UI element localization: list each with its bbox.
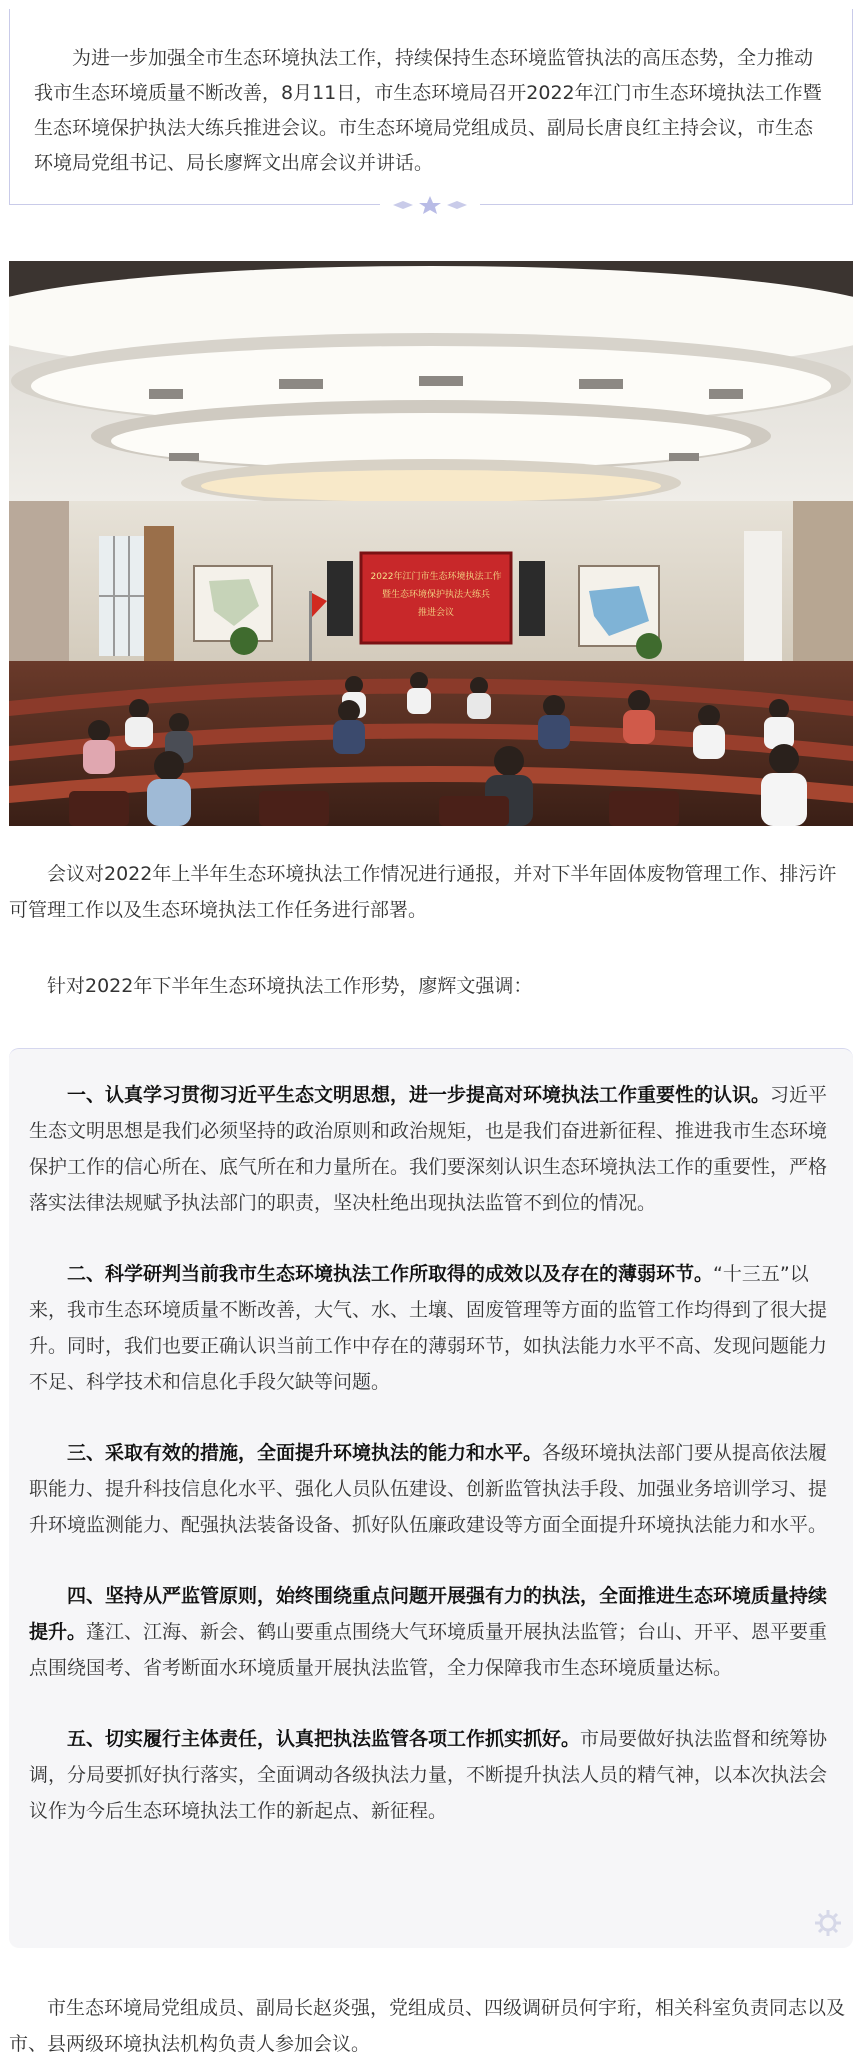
point-3-body: 各级环境执法部门要从提高依法履职能力、提升科技信息化水平、强化人员队伍建设、创新监管执法手段、加强业务培训学习、提升环境监测能力、配强执法装备设备、抓好队伍廉政建设等方面全面提升环境执法能力和水平。 xyxy=(29,1442,828,1536)
point-1-title: 一、认真学习贯彻习近平生态文明思想，进一步提高对环境执法工作重要性的认识。 xyxy=(67,1084,771,1106)
gear-icon xyxy=(813,1908,843,1938)
emphasis-intro-paragraph: 针对2022年下半年生态环境执法工作形势，廖辉文强调： xyxy=(47,975,533,997)
attendees-paragraph: 市生态环境局党组成员、副局长赵炎强，党组成员、四级调研员何宇珩，相关科室负责同志以及市、县两级环境执法机构负责人参加会议。 xyxy=(9,1997,846,2055)
point-4-body: 蓬江、江海、新会、鹤山要重点围绕大气环境质量开展执法监管；台山、开平、恩平要重点围绕国考、省考断面水环境质量开展执法监管，全力保障我市生态环境质量达标。 xyxy=(29,1621,828,1679)
intro-box xyxy=(9,9,853,205)
point-4-title: 四、坚持从严监管原则，始终围绕重点问题开展强有力的执法，全面推进生态环境质量持续提升。 xyxy=(29,1585,828,1643)
point-5-body: 市局要做好执法监督和统筹协调，分局要抓好执行落实，全面调动各级执法力量，不断提升执法人员的精气神，以本次执法会议作为今后生态环境执法工作的新起点、新征程。 xyxy=(29,1728,828,1822)
point-5-title: 五、切实履行主体责任，认真把执法监管各项工作抓实抓好。 xyxy=(67,1728,581,1750)
point-3-title: 三、采取有效的措施，全面提升环境执法的能力和水平。 xyxy=(67,1442,543,1464)
intro-text: 为进一步加强全市生态环境执法工作，持续保持生态环境监管执法的高压态势，全力推动我市生态环境质量不断改善，8月11日，市生态环境局召开2022年江门市生态环境执法工作暨生态环境保护执法大练兵推进会议。市生态环境局党组成员、副局长唐良红主持会议，市生态环境局党组书记、局长廖辉文出席会议并讲话。 xyxy=(34,47,822,174)
screen-line-3: 推进会议 xyxy=(417,608,455,618)
star-ornament-icon xyxy=(380,194,480,216)
point-2 xyxy=(29,1256,833,1400)
point-5 xyxy=(29,1721,833,1829)
point-2-title: 二、科学研判当前我市生态环境执法工作所取得的成效以及存在的薄弱环节。 xyxy=(67,1263,714,1285)
key-points-box xyxy=(9,1048,853,1948)
meeting-photo xyxy=(9,261,853,826)
screen-line-2: 暨生态环境保护执法大练兵 xyxy=(381,590,491,600)
point-1 xyxy=(29,1077,833,1221)
point-1-body: 习近平生态文明思想是我们必须坚持的政治原则和政治规矩，也是我们奋进新征程、推进我市生态环境保护工作的信心所在、底气所在和力量所在。我们要深刻认识生态环境执法工作的重要性，严格落实法律法规赋予执法部门的职责，坚决杜绝出现执法监管不到位的情况。 xyxy=(29,1084,828,1214)
point-2-body: “十三五”以来，我市生态环境质量不断改善，大气、水、土壤、固废管理等方面的监管工作均得到了很大提升。同时，我们也要正确认识当前工作中存在的薄弱环节，如执法能力水平不高、发现问题能力不足、科学技术和信息化手段欠缺等问题。 xyxy=(29,1263,828,1393)
report-paragraph: 会议对2022年上半年生态环境执法工作情况进行通报，并对下半年固体废物管理工作、排污许可管理工作以及生态环境执法工作任务进行部署。 xyxy=(9,863,837,921)
point-4 xyxy=(29,1578,833,1686)
point-3 xyxy=(29,1435,833,1543)
screen-line-1: 2022年江门市生态环境执法工作 xyxy=(370,572,502,582)
